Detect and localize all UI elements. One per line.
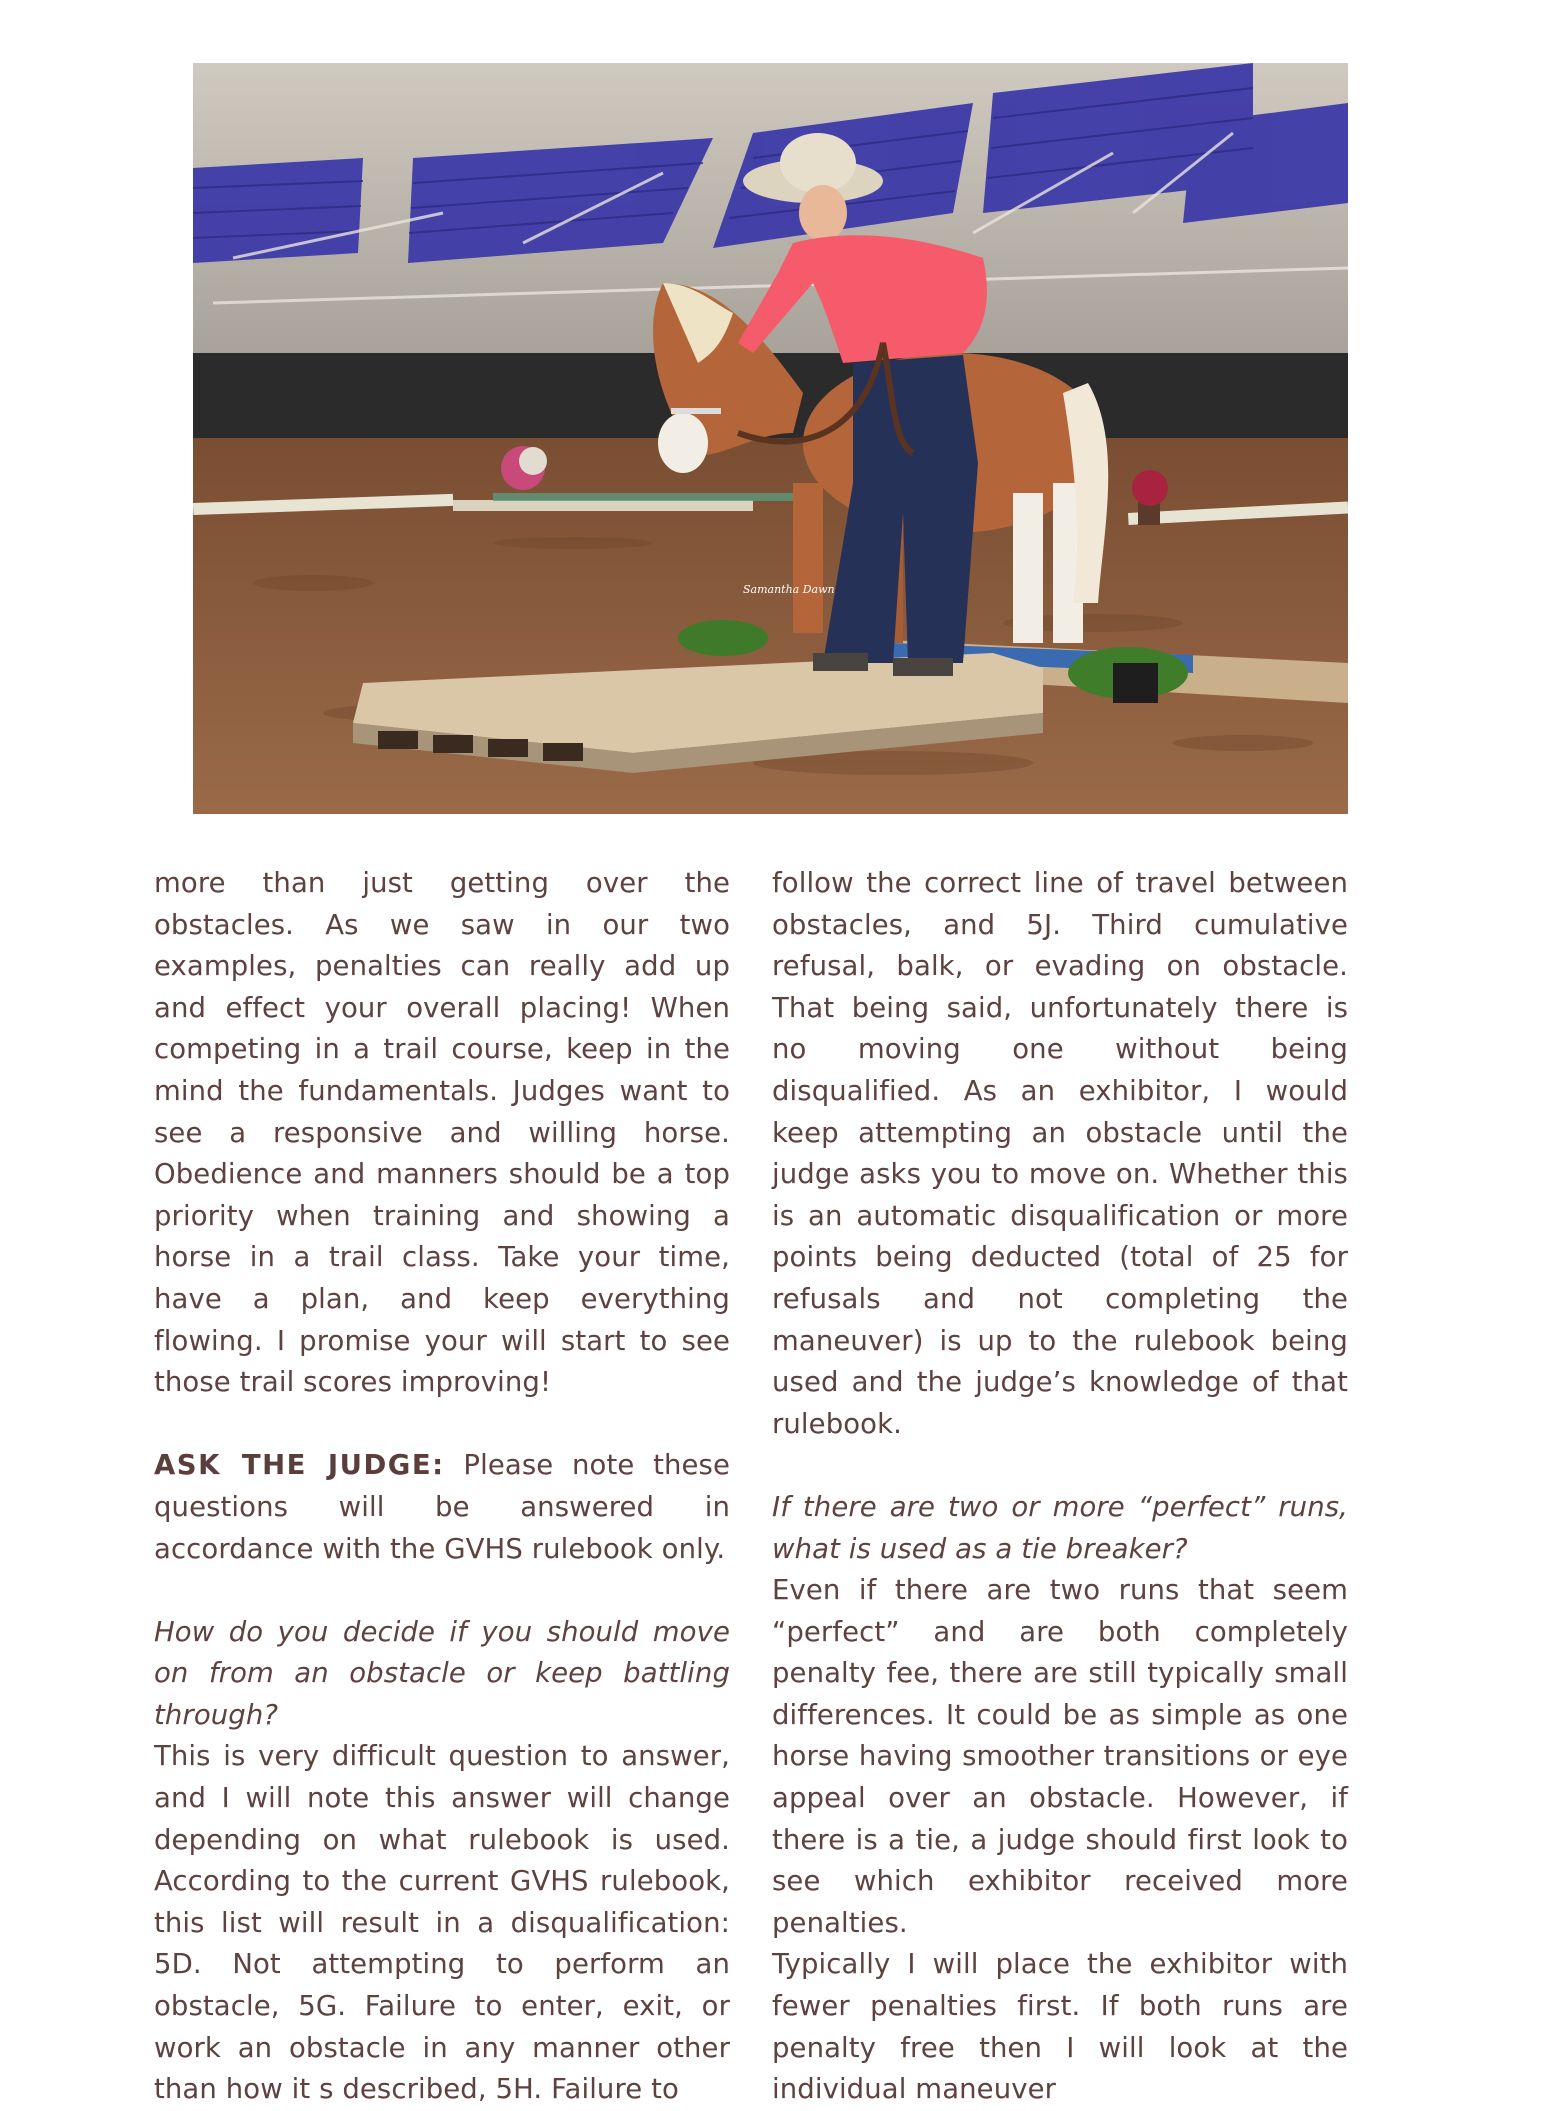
right-column (772, 863, 1348, 2111)
ask-the-judge-heading: ASK THE JUDGE: (154, 1449, 445, 1482)
question-2: If there are two or more “perfect” runs, what is used as a tie breaker? (772, 1490, 1348, 1565)
ask-the-judge-note: Please note these questions will be answered in accordance with the GVHS rulebook only. (154, 1449, 730, 1565)
answer-1: This is very difficult question to answer, and I will note this answer will change depending on what rulebook is used. According to the current GVHS rulebook, this list will result in a disqualification: 5D. Not attempting to perform an obstacle, 5G. Failure to enter, exit, or work an obstacle in any manner other than how it s described, 5H. Failure to (154, 1740, 730, 2106)
answer-2-part-1: Even if there are two runs that seem “perfect” and are both completely penalty fee, there are still typically small differences. It could be as simple as one horse having smoother transitions or eye appeal over an obstacle. However, if there is a tie, a judge should first look to see which exhibitor received more penalties. (772, 1574, 1348, 1939)
intro-paragraph: more than just getting over the obstacles. As we saw in our two examples, penalties can really add up and effect your overall placing! When competing in a trail course, keep in the mind the fundamentals. Judges want to see a responsive and willing horse. Obedience and manners should be a top priority when training and showing a horse in a trail class. Take your time, have a plan, and keep everything flowing. I promise your will start to see those trail scores improving! (154, 867, 730, 1399)
question-1: How do you decide if you should move on from an obstacle or keep battling through? (154, 1615, 730, 1731)
answer-1-continued: follow the correct line of travel between obstacles, and 5J. Third cumulative refusal, balk, or evading on obstacle. That being said, unfortunately there is no moving one without being disqualified. As an exhibitor, I would keep attempting an obstacle until the judge asks you to move on. Whether this is an automatic disqualification or more points being deducted (total of 25 for refusals and not completing the maneuver) is up to the rulebook being used and the judge’s knowledge of that rulebook. (772, 867, 1348, 1440)
answer-2-part-2: Typically I will place the exhibitor with fewer penalties first. If both runs are penalty free then I will look at the individual maneuver (772, 1948, 1348, 2106)
left-column (154, 863, 730, 2111)
ask-the-judge-paragraph (154, 1445, 730, 1570)
article-photo (193, 63, 1348, 814)
photo-credit: Samantha Dawn (743, 583, 835, 596)
